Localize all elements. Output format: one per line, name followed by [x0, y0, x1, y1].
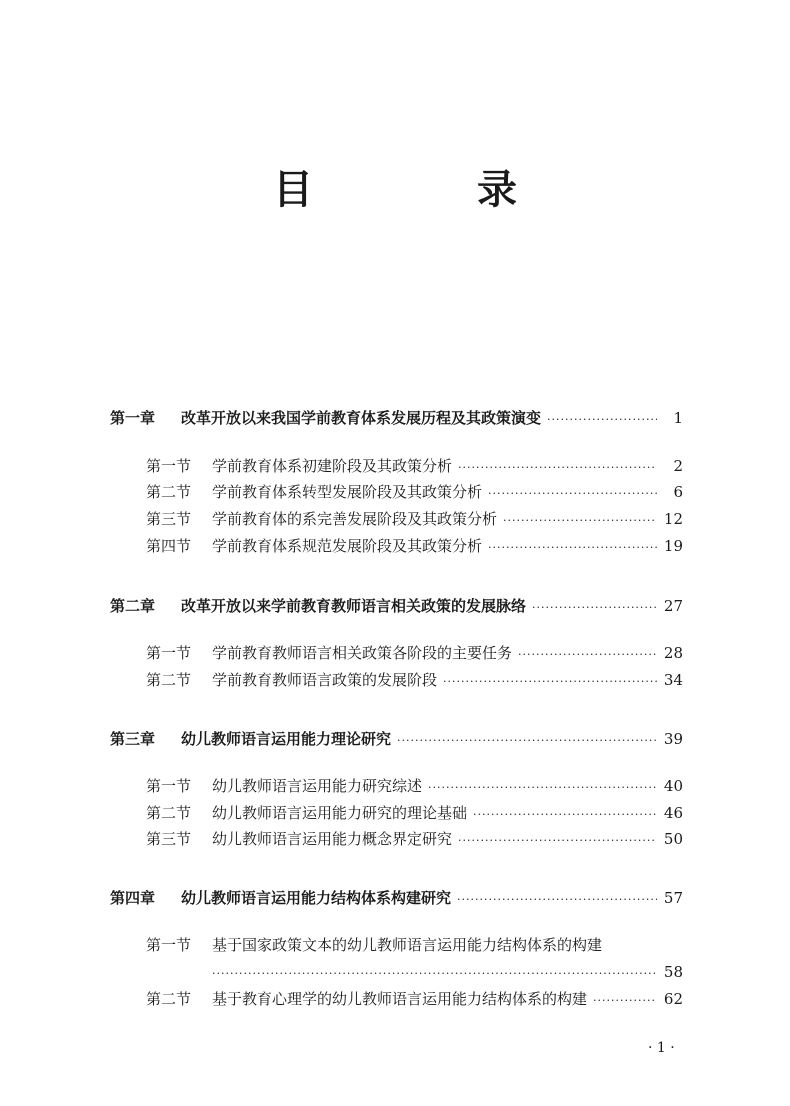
dot-leader: [547, 410, 657, 430]
toc-section[interactable]: [146, 643, 683, 663]
section-title: 学前教育教师语言相关政策各阶段的主要任务: [212, 644, 513, 662]
page-ref: 12: [663, 510, 683, 528]
section-title: 幼儿教师语言运用能力研究综述: [212, 777, 423, 795]
section-number: 第二节: [146, 671, 192, 689]
dot-leader: [443, 672, 657, 692]
toc-section[interactable]: [146, 935, 683, 955]
section-number: 第三节: [146, 510, 192, 528]
section-number: 第四节: [146, 537, 192, 555]
section-number: 第一节: [146, 936, 192, 954]
section-title: 学前教育体系规范发展阶段及其政策分析: [212, 537, 483, 555]
dot-leader: [457, 890, 657, 910]
page-ref: 19: [663, 537, 683, 555]
dot-leader: [532, 598, 657, 618]
chapter-title: 幼儿教师语言运用能力结构体系构建研究: [181, 889, 452, 907]
section-title: 基于教育心理学的幼儿教师语言运用能力结构体系的构建: [212, 990, 588, 1008]
dot-leader: [428, 778, 657, 798]
toc-chapter-4[interactable]: [110, 888, 683, 908]
section-title: 学前教育体的系完善发展阶段及其政策分析: [212, 510, 498, 528]
page-ref: 50: [663, 830, 683, 848]
toc-chapter-1[interactable]: [110, 408, 683, 428]
section-title: 学前教育教师语言政策的发展阶段: [212, 671, 438, 689]
chapter-title: 幼儿教师语言运用能力理论研究: [181, 730, 392, 748]
toc-section[interactable]: [146, 482, 683, 502]
section-number: 第一节: [146, 457, 192, 475]
page-ref: 46: [663, 804, 683, 822]
dot-leader: [488, 538, 657, 558]
toc-section[interactable]: [146, 509, 683, 529]
section-number: 第一节: [146, 644, 192, 662]
section-number: 第三节: [146, 830, 192, 848]
page-number: · 1 ·: [648, 1040, 675, 1056]
dot-leader: [458, 831, 657, 851]
dot-leader: [518, 645, 657, 665]
dot-leader: [458, 458, 657, 478]
toc-section[interactable]: [146, 989, 683, 1009]
page-ref: 57: [663, 889, 683, 907]
dot-leader: [212, 964, 657, 984]
section-title: 幼儿教师语言运用能力研究的理论基础: [212, 804, 468, 822]
dot-leader: [473, 805, 657, 825]
page-ref: 34: [663, 671, 683, 689]
page-ref: 39: [663, 730, 683, 748]
section-title: 学前教育体系初建阶段及其政策分析: [212, 457, 453, 475]
chapter-number: 第四章: [110, 889, 156, 907]
dot-leader: [593, 991, 657, 1011]
section-number: 第二节: [146, 804, 192, 822]
toc-section[interactable]: [146, 536, 683, 556]
toc-section[interactable]: [146, 803, 683, 823]
toc-section[interactable]: [146, 670, 683, 690]
page-ref: 2: [673, 457, 683, 475]
chapter-number: 第三章: [110, 730, 156, 748]
page-ref: 28: [663, 644, 683, 662]
dot-leader: [503, 511, 657, 531]
toc-section[interactable]: [146, 776, 683, 796]
dot-leader: [488, 484, 657, 504]
toc-chapter-3[interactable]: [110, 729, 683, 749]
toc-chapter-2[interactable]: [110, 596, 683, 616]
toc-section-continuation[interactable]: [212, 962, 683, 982]
chapter-title: 改革开放以来学前教育教师语言相关政策的发展脉络: [181, 597, 527, 615]
section-title: 学前教育体系转型发展阶段及其政策分析: [212, 483, 483, 501]
page-ref: 1: [673, 409, 683, 427]
page-ref: 6: [673, 483, 683, 501]
section-title: 幼儿教师语言运用能力概念界定研究: [212, 830, 453, 848]
section-number: 第一节: [146, 777, 192, 795]
chapter-number: 第一章: [110, 409, 156, 427]
toc-section[interactable]: [146, 456, 683, 476]
page-ref: 27: [663, 597, 683, 615]
page-ref: 62: [663, 990, 683, 1008]
dot-leader: [397, 731, 657, 751]
toc-section[interactable]: [146, 829, 683, 849]
section-number: 第二节: [146, 483, 192, 501]
chapter-title: 改革开放以来我国学前教育体系发展历程及其政策演变: [181, 409, 542, 427]
section-title: 基于国家政策文本的幼儿教师语言运用能力结构体系的构建: [212, 936, 603, 954]
page-ref: 58: [663, 963, 683, 981]
page-title: 目 录: [273, 167, 579, 213]
section-number: 第二节: [146, 990, 192, 1008]
page-ref: 40: [663, 777, 683, 795]
chapter-number: 第二章: [110, 597, 156, 615]
